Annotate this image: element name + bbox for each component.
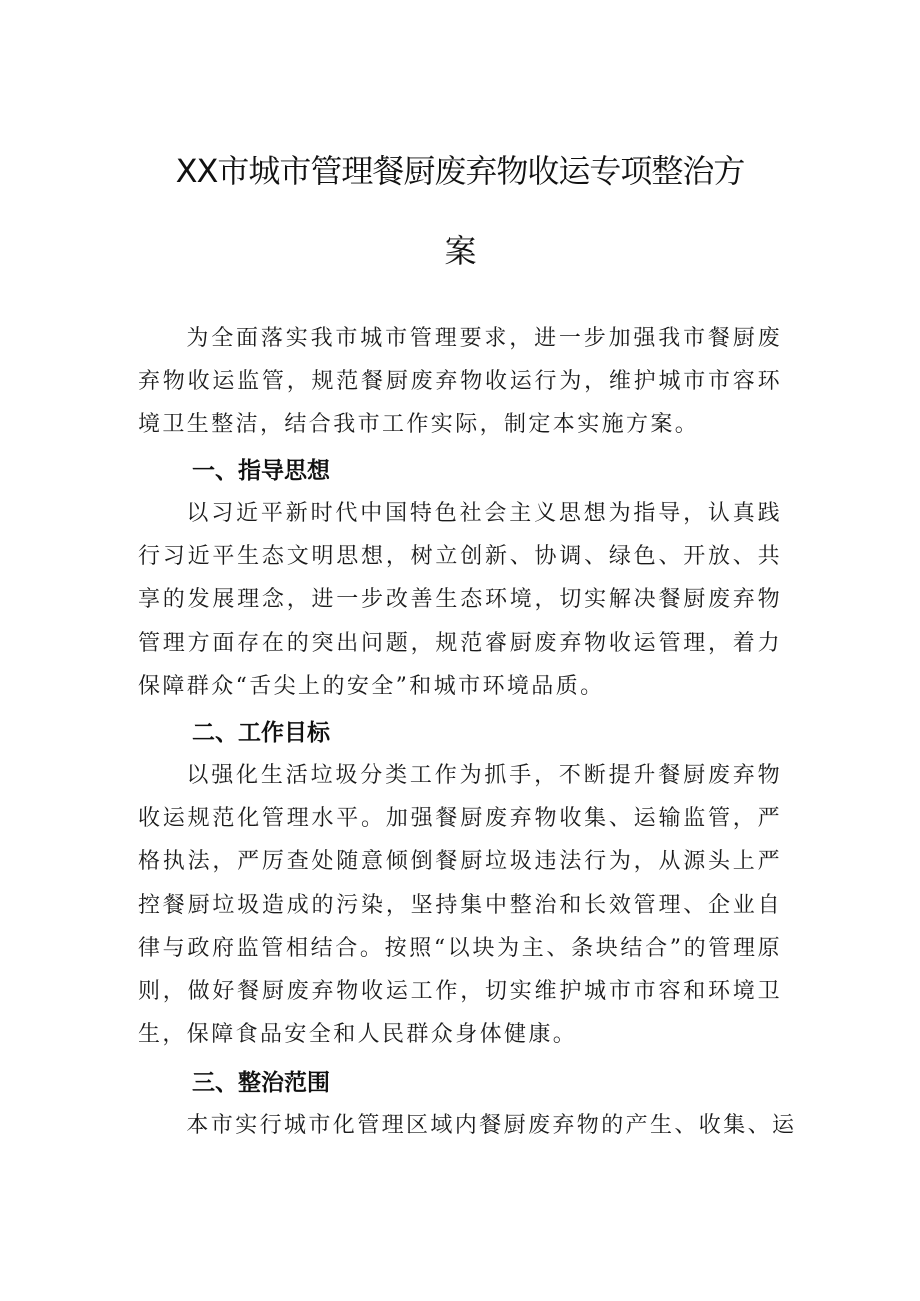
section-heading-scope: 三、整治范围: [192, 1070, 330, 1096]
section-body-scope: 本市实行城市化管理区域内餐厨废弃物的产生、收集、运: [186, 1113, 797, 1138]
section-heading-work-goals: 二、工作目标: [192, 720, 330, 746]
intro-paragraph: 为全面落实我市城市管理要求，进一步加强我市餐厨废弃物收运监管，规范餐厨废弃物收运行为，维护城市市容环境卫生整洁，结合我市工作实际，制定本实施方案。: [138, 326, 782, 438]
document-title-line-1: XX市城市管理餐厨废弃物收运专项整治方: [175, 152, 745, 190]
section-heading-guiding-ideology: 一、指导思想: [192, 458, 330, 484]
section-body-work-goals: 以强化生活垃圾分类工作为抓手，不断提升餐厨废弃物收运规范化管理水平。加强餐厨废弃物收集、运输监管，严格执法，严厉查处随意倾倒餐厨垃圾违法行为，从源头上严控餐厨垃圾造成的污染，坚持集中整治和长效管理、企业自律与政府监管相结合。按照“以块为主、条块结合”的管理原则，做好餐厨废弃物收运工作，切实维护城市市容和环境卫生，保障食品安全和人民群众身体健康。: [138, 763, 782, 1048]
document-title-line-2: 案: [444, 232, 476, 270]
section-body-guiding-ideology: 以习近平新时代中国特色社会主义思想为指导，认真践行习近平生态文明思想，树立创新、协调、绿色、开放、共享的发展理念，进一步改善生态环境，切实解决餐厨废弃物管理方面存在的突出问题，规范睿厨废弃物收运管理，着力保障群众“舌尖上的安全”和城市环境品质。: [138, 501, 782, 699]
